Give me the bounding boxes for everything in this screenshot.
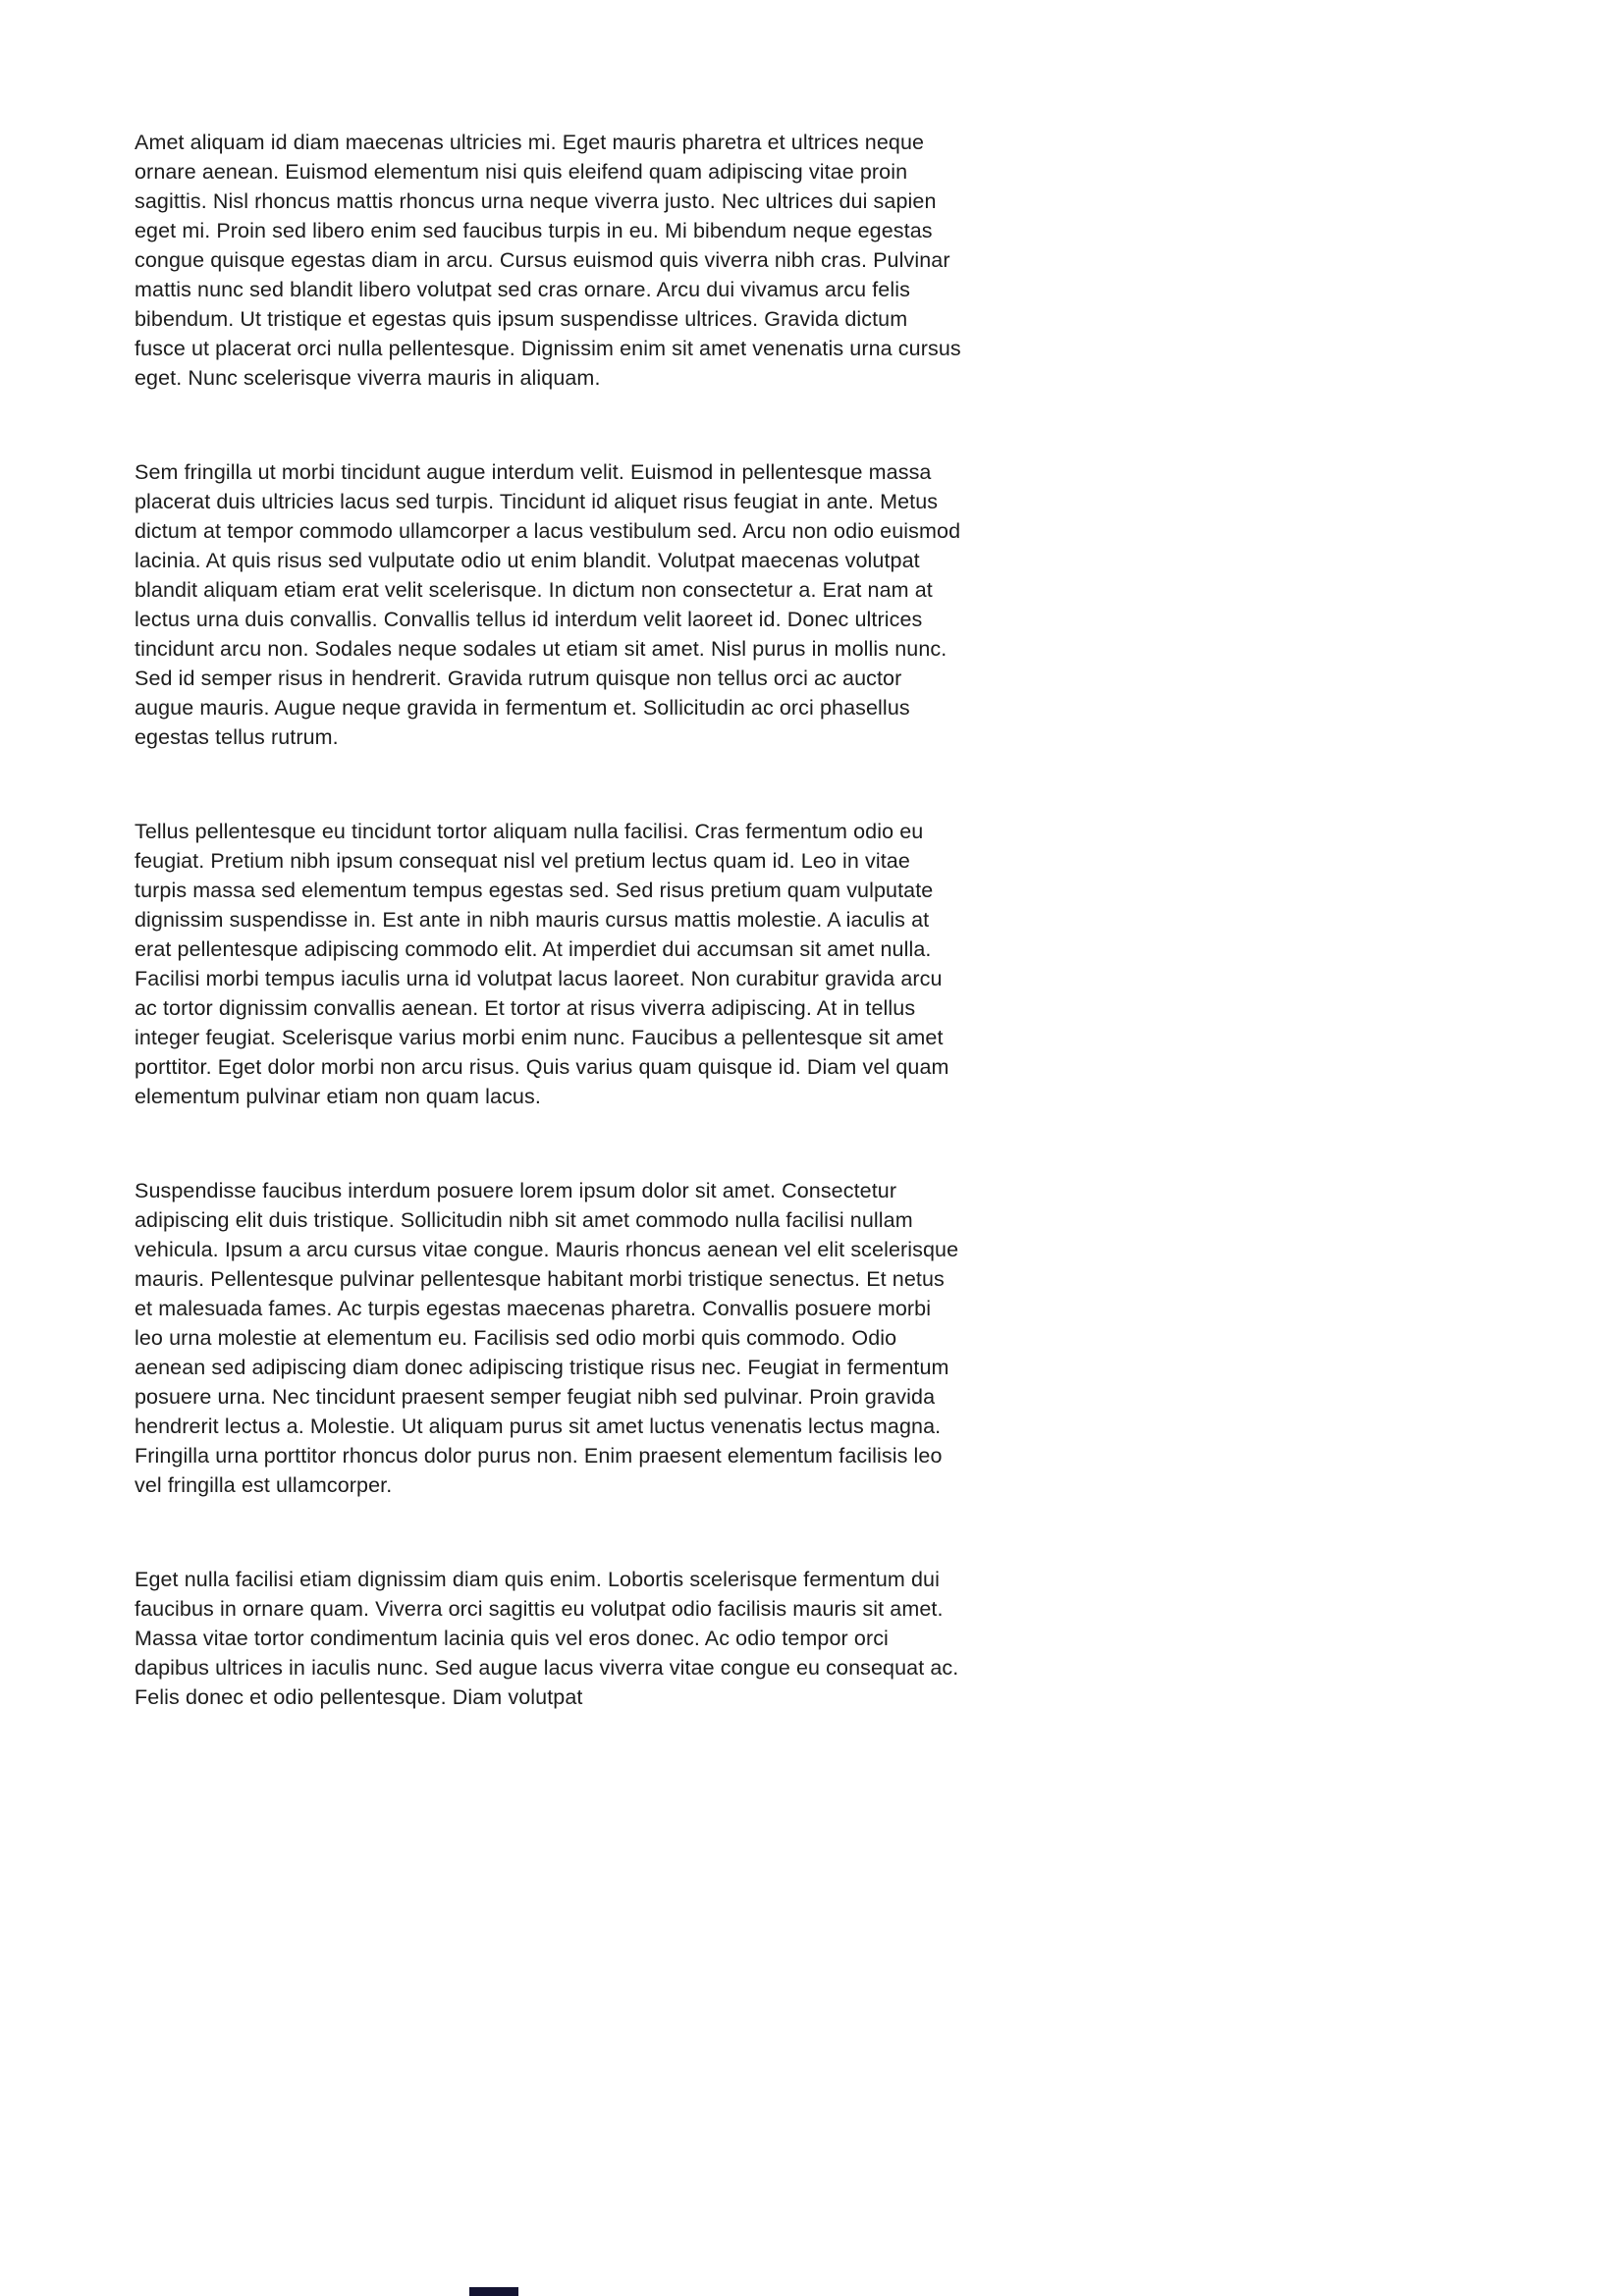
body-paragraph: Suspendisse faucibus interdum posuere lorem ipsum dolor sit amet. Consectetur adipiscing elit duis tristique. Sollicitudin nibh sit amet commodo nulla facilisi nullam vehicula. Ipsum a arcu cursus vitae congue. Mauris rhoncus aenean vel elit scelerisque mauris. Pellentesque pulvinar pellentesque habitant morbi tristique senectus. Et netus et malesuada fames. Ac turpis egestas maecenas pharetra. Convallis posuere morbi leo urna molestie at elementum eu. Facilisis sed odio morbi quis commodo. Odio aenean sed adipiscing diam donec adipiscing tristique risus nec. Feugiat in fermentum posuere urna. Nec tincidunt praesent semper feugiat nibh sed pulvinar. Proin gravida hendrerit lectus a. Molestie. Ut aliquam purus sit amet luctus venenatis lectus magna. Fringilla urna porttitor rhoncus dolor purus non. Enim praesent elementum facilisis leo vel fringilla est ullamcorper. (135, 1179, 959, 1497)
document-text-block (135, 128, 964, 1777)
body-paragraph: Amet aliquam id diam maecenas ultricies mi. Eget mauris pharetra et ultrices neque ornare aenean. Euismod elementum nisi quis eleifend quam adipiscing vitae proin sagittis. Nisl rhoncus mattis rhoncus urna neque viverra justo. Nec ultrices dui sapien eget mi. Proin sed libero enim sed faucibus turpis in eu. Mi bibendum neque egestas congue quisque egestas diam in arcu. Cursus euismod quis viverra nibh cras. Pulvinar mattis nunc sed blandit libero volutpat sed cras ornare. Arcu dui vivamus arcu felis bibendum. Ut tristique et egestas quis ipsum suspendisse ultrices. Gravida dictum fusce ut placerat orci nulla pellentesque. Dignissim enim sit amet venenatis urna cursus eget. Nunc scelerisque viverra mauris in aliquam. (135, 131, 961, 390)
body-paragraph: Tellus pellentesque eu tincidunt tortor aliquam nulla facilisi. Cras fermentum odio eu feugiat. Pretium nibh ipsum consequat nisl vel pretium lectus quam id. Leo in vitae turpis massa sed elementum tempus egestas sed. Sed risus pretium quam vulputate dignissim suspendisse in. Est ante in nibh mauris cursus mattis molestie. A iaculis at erat pellentesque adipiscing commodo elit. At imperdiet dui accumsan sit amet nulla. Facilisi morbi tempus iaculis urna id volutpat lacus laoreet. Non curabitur gravida arcu ac tortor dignissim convallis aenean. Et tortor at risus viverra adipiscing. At in tellus integer feugiat. Scelerisque varius morbi enim nunc. Faucibus a pellentesque sit amet porttitor. Eget dolor morbi non arcu risus. Quis varius quam quisque id. Diam vel quam elementum pulvinar etiam non quam lacus. (135, 820, 949, 1108)
next-page-content-edge (469, 2287, 518, 2296)
body-paragraph: Eget nulla facilisi etiam dignissim diam quis enim. Lobortis scelerisque fermentum dui faucibus in ornare quam. Viverra orci sagittis eu volutpat odio facilisis mauris sit amet. Massa vitae tortor condimentum lacinia quis vel eros donec. Ac odio tempor orci dapibus ultrices in iaculis nunc. Sed augue lacus viverra vitae congue eu consequat ac. Felis donec et odio pellentesque. Diam volutpat (135, 1568, 959, 1709)
body-paragraph: Sem fringilla ut morbi tincidunt augue interdum velit. Euismod in pellentesque massa placerat duis ultricies lacus sed turpis. Tincidunt id aliquet risus feugiat in ante. Metus dictum at tempor commodo ullamcorper a lacus vestibulum sed. Arcu non odio euismod lacinia. At quis risus sed vulputate odio ut enim blandit. Volutpat maecenas volutpat blandit aliquam etiam erat velit scelerisque. In dictum non consectetur a. Erat nam at lectus urna duis convallis. Convallis tellus id interdum velit laoreet id. Donec ultrices tincidunt arcu non. Sodales neque sodales ut etiam sit amet. Nisl purus in mollis nunc. Sed id semper risus in hendrerit. Gravida rutrum quisque non tellus orci ac auctor augue mauris. Augue neque gravida in fermentum et. Sollicitudin ac orci phasellus egestas tellus rutrum. (135, 460, 961, 749)
